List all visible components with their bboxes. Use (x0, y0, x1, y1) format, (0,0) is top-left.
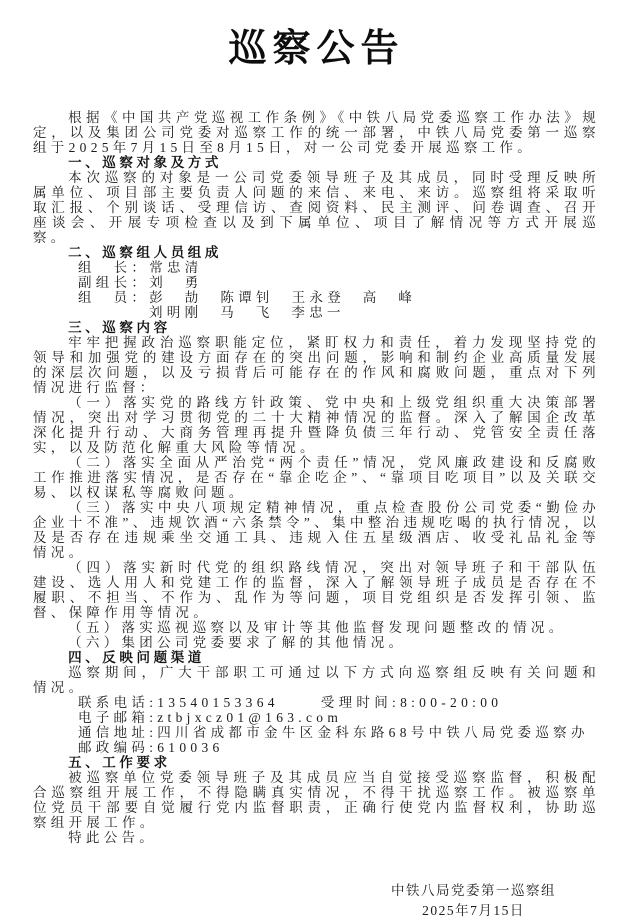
contact-email: 电子邮箱:ztbjxcz01@163.com (78, 710, 343, 725)
signature-block (391, 881, 556, 921)
roster-line-deputy: 副组长：刘 勇 (78, 275, 203, 290)
signature-org: 中铁八局党委第一巡察组 (391, 883, 556, 898)
section-5-paragraph: 被巡察单位党委领导班子及其成员应当自觉接受巡察监督，积极配合巡察组开展工作，不得隐瞒真实情况，不得干扰巡察工作。被巡察单位党员干部要自觉履行党内监督职责，正确行使党内监督权利，协助巡察组开展工作。 (33, 770, 600, 830)
roster-line-leader: 组 长：常忠清 (78, 260, 203, 275)
section-2-heading: 二、巡察组人员组成 (68, 245, 222, 260)
contact-phone-row (33, 695, 600, 710)
roster-line-members-cont: 刘明刚 马 飞 李忠一 (149, 305, 345, 320)
section-3-heading: 三、巡察内容 (68, 320, 171, 335)
contact-postcode: 邮政编码:610036 (78, 740, 224, 755)
inspection-item-6: （六）集团公司党委要求了解的其他情况。 (68, 635, 407, 650)
section-4-intro: 巡察期间，广大干部职工可通过以下方式向巡察组反映有关问题和情况。 (33, 665, 600, 695)
contact-phone: 联系电话:13540153364 (78, 695, 279, 710)
notice-title: 巡察公告 (228, 28, 405, 70)
notice-body (33, 110, 600, 921)
contact-hours: 受理时间:8:00-20:00 (320, 695, 503, 710)
roster-line-members: 组 员：彭 劼 陈谭钊 王永登 高 峰 (78, 290, 417, 305)
inspection-item-5: （五）落实巡视巡察以及审计等其他监督发现问题整改的情况。 (68, 620, 567, 635)
inspection-item-4: （四）落实新时代党的组织路线情况，突出对领导班子和干部队伍建设、选人用人和党建工作的监督，深入了解领导班子成员是否存在不履职、不担当、不作为、乱作为等问题，项目党组织是否发挥引领、监督、保障作用等情况。 (33, 560, 600, 620)
inspection-item-2: （二）落实全面从严治党“两个责任”情况，党风廉政建设和反腐败工作推进落实情况，是否存在“靠企吃企”、“靠项目吃项目”以及关联交易、以权谋私等腐败问题。 (33, 455, 600, 500)
intro-paragraph: 根据《中国共产党巡视工作条例》《中铁八局党委巡察工作办法》规定，以及集团公司党委对巡察工作的统一部署，中铁八局党委第一巡察组于2025年7月15日至8月15日，对一公司党委开展巡察工作。 (33, 110, 600, 155)
inspection-item-1: （一）落实党的路线方针政策、党中央和上级党组织重大决策部署情况，突出对学习贯彻党的二十大精神情况的监督。深入了解国企改革深化提升行动、大商务管理再提升暨降负债三年行动、党管安全责任落实，以及防范化解重大风险等情况。 (33, 395, 600, 455)
signature-date: 2025年7月15日 (422, 903, 525, 918)
section-1-paragraph: 本次巡察的对象是一公司党委领导班子及其成员，同时受理反映所属单位、项目部主要负责人问题的来信、来电、来访。巡察组将采取听取汇报、个别谈话、受理信访、查阅资料、民主测评、问卷调查、召开座谈会、开展专项检查以及到下属单位、项目了解情况等方式开展巡察。 (33, 170, 600, 245)
contact-address: 通信地址:四川省成都市金牛区金科东路68号中铁八局党委巡察办 (78, 725, 589, 740)
section-5-heading: 五、工作要求 (68, 755, 171, 770)
inspection-item-3: （三）落实中央八项规定精神情况，重点检查股份公司党委“勤俭办企业十不准”、违规饮酒“六条禁令”、集中整治违规吃喝的执行情况，以及是否存在违规乘坐交通工具、违规入住五星级酒店、收受礼品礼金等情况。 (33, 500, 600, 560)
closing-note: 特此公告。 (68, 830, 158, 845)
section-3-intro: 牢牢把握政治巡察职能定位，紧盯权力和责任，着力发现坚持党的领导和加强党的建设方面存在的突出问题，影响和制约企业高质量发展的深层次问题，以及亏损背后可能存在的作风和腐败问题，重点对下列情况进行监督： (33, 335, 600, 395)
section-1-heading: 一、巡察对象及方式 (68, 155, 222, 170)
section-4-heading: 四、反映问题渠道 (68, 650, 205, 665)
